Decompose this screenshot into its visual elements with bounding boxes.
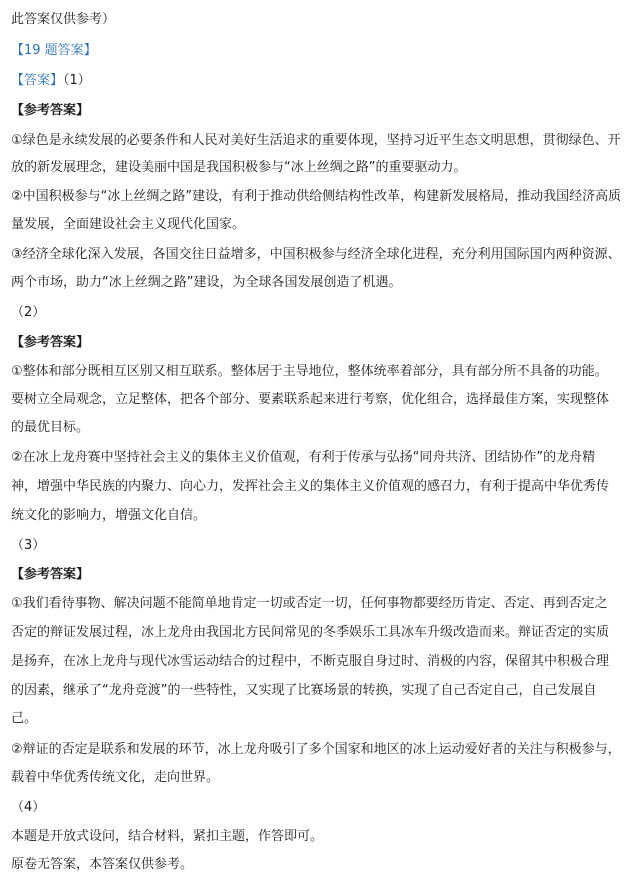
text-line: 是扬弃，在冰上龙舟与现代冰雪运动结合的过程中，不断克服自身过时、消极的内容，保留其中积极合理 — [11, 654, 610, 669]
text-line: 两个市场，助力“冰上丝绸之路”建设，为全球各国发展创造了机遇。 — [11, 275, 402, 290]
reference-answer-heading: 【参考答案】 — [11, 335, 90, 350]
text-line: 本题是开放式设问，结合材料，紧扣主题，作答即可。 — [11, 829, 324, 844]
text-line: ②中国积极参与“冰上丝绸之路”建设，有利于推动供给侧结构性改革，构建新发展格局，推动我国经济高质 — [11, 189, 622, 204]
text-line: 量发展，全面建设社会主义现代化国家。 — [11, 217, 246, 232]
text-line: ③经济全球化深入发展，各国交往日益增多，中国积极参与经济全球化进程，充分利用国际国内两种资源、 — [11, 247, 621, 262]
text-line: 神，增强中华民族的内聚力、向心力，发挥社会主义的集体主义价值观的感召力，有利于提高中华优秀传 — [11, 479, 610, 494]
answer-label: 【答案】 — [11, 73, 64, 88]
text-line: ②辩证的否定是联系和发展的环节，冰上龙舟吸引了多个国家和地区的冰上运动爱好者的关注与积极参与， — [11, 742, 621, 757]
reference-answer-heading: 【参考答案】 — [11, 103, 90, 118]
text-line: ②在冰上龙舟赛中坚持社会主义的集体主义价值观，有利于传承与弘扬“同舟共济、团结协作”的龙舟精 — [11, 450, 596, 465]
text-line: 放的新发展理念，建设美丽中国是我国积极参与“冰上丝绸之路”的重要驱动力。 — [11, 160, 467, 175]
text-line: 否定的辩证发展过程，冰上龙舟由我国北方民间常见的冬季娱乐工具冰车升级改造而来。辩证否定的实质 — [11, 625, 610, 640]
answer-heading — [11, 73, 629, 89]
part-number: （3） — [11, 538, 46, 553]
text-line: 统文化的影响力，增强文化自信。 — [11, 508, 207, 523]
text-line: 要树立全局观念，立足整体，把各个部分、要素联系起来进行考察，优化组合，选择最佳方案，实现整体 — [11, 392, 610, 407]
part-number: （1） — [63, 73, 91, 88]
question-heading: 【19 题答案】 — [11, 43, 97, 58]
part-number: （4） — [11, 800, 46, 815]
text-line: ①绿色是永续发展的必要条件和人民对美好生活追求的重要体现，坚持习近平生态文明思想，贯彻绿色、开 — [11, 133, 621, 148]
text-line: 的因素，继承了“龙舟竞渡”的一些特性，又实现了比赛场景的转换，实现了自己否定自己，自己发展自 — [11, 683, 597, 698]
reference-answer-heading: 【参考答案】 — [11, 567, 90, 582]
text-line: ①整体和部分既相互区别又相互联系。整体居于主导地位，整体统率着部分，具有部分所不具备的功能。 — [11, 364, 608, 379]
text-line: 的最优目标。 — [11, 420, 90, 435]
text-line: 载着中华优秀传统文化，走向世界。 — [11, 770, 220, 785]
text-line: 原卷无答案，本答案仅供参考。 — [11, 857, 194, 872]
text-line: ①我们看待事物、解决问题不能简单地肯定一切或否定一切，任何事物都要经历肯定、否定、再到否定之 — [11, 596, 608, 611]
text-line: 此答案仅供参考） — [11, 12, 116, 27]
text-line: 己。 — [11, 711, 38, 726]
part-number: （2） — [11, 305, 46, 320]
